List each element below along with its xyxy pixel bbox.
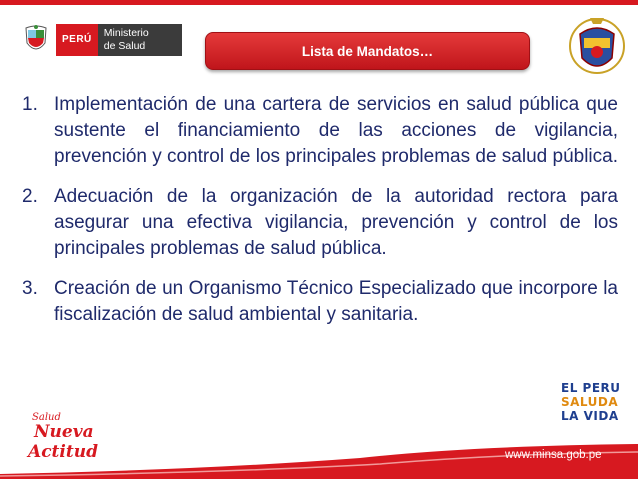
list-item [22,92,618,170]
peru-coat-of-arms-icon [22,25,50,55]
region-lambayeque-seal-icon [568,12,626,78]
campaign-line-3: LA VIDA [561,409,619,423]
list-item-number: 2. [22,186,38,207]
minsa-logo [22,22,182,58]
list-item-number: 1. [22,94,38,115]
slogan-line-3: Actitud [28,442,98,462]
list-item [22,276,618,328]
campaign-line-2: SALUDA [561,395,619,409]
list-item-text: Creación de un Organismo Técnico Especializado que incorpore la fiscalización de salud ambiental y sanitaria. [54,278,618,325]
list-item-text: Implementación de una cartera de servicios en salud pública que sustente el financiamiento de las acciones de vigilancia, prevención y control de los principales problemas de salud pública. [54,94,618,167]
campaign-line-1: EL PERU [561,381,621,395]
peru-label: PERÚ [56,24,98,56]
slogan-line-1: Salud [32,412,61,423]
top-red-bar [0,0,638,5]
campaign-logo [561,381,621,423]
slide-title-text: Lista de Mandatos… [301,43,434,59]
mandates-list [22,92,618,342]
list-item-number: 3. [22,278,38,299]
ministry-line-2: de Salud [103,40,146,52]
list-item [22,184,618,262]
slide-title [205,32,530,70]
slogan-line-2: Nueva [34,422,94,442]
ministry-line-1: Ministerio [103,27,149,39]
list-item-text: Adecuación de la organización de la autoridad rectora para asegurar una efectiva vigilancia, prevención y control de los principales problemas de salud pública. [54,186,618,259]
ministry-label [98,24,182,56]
footer-url: www.minsa.gob.pe [505,449,602,461]
